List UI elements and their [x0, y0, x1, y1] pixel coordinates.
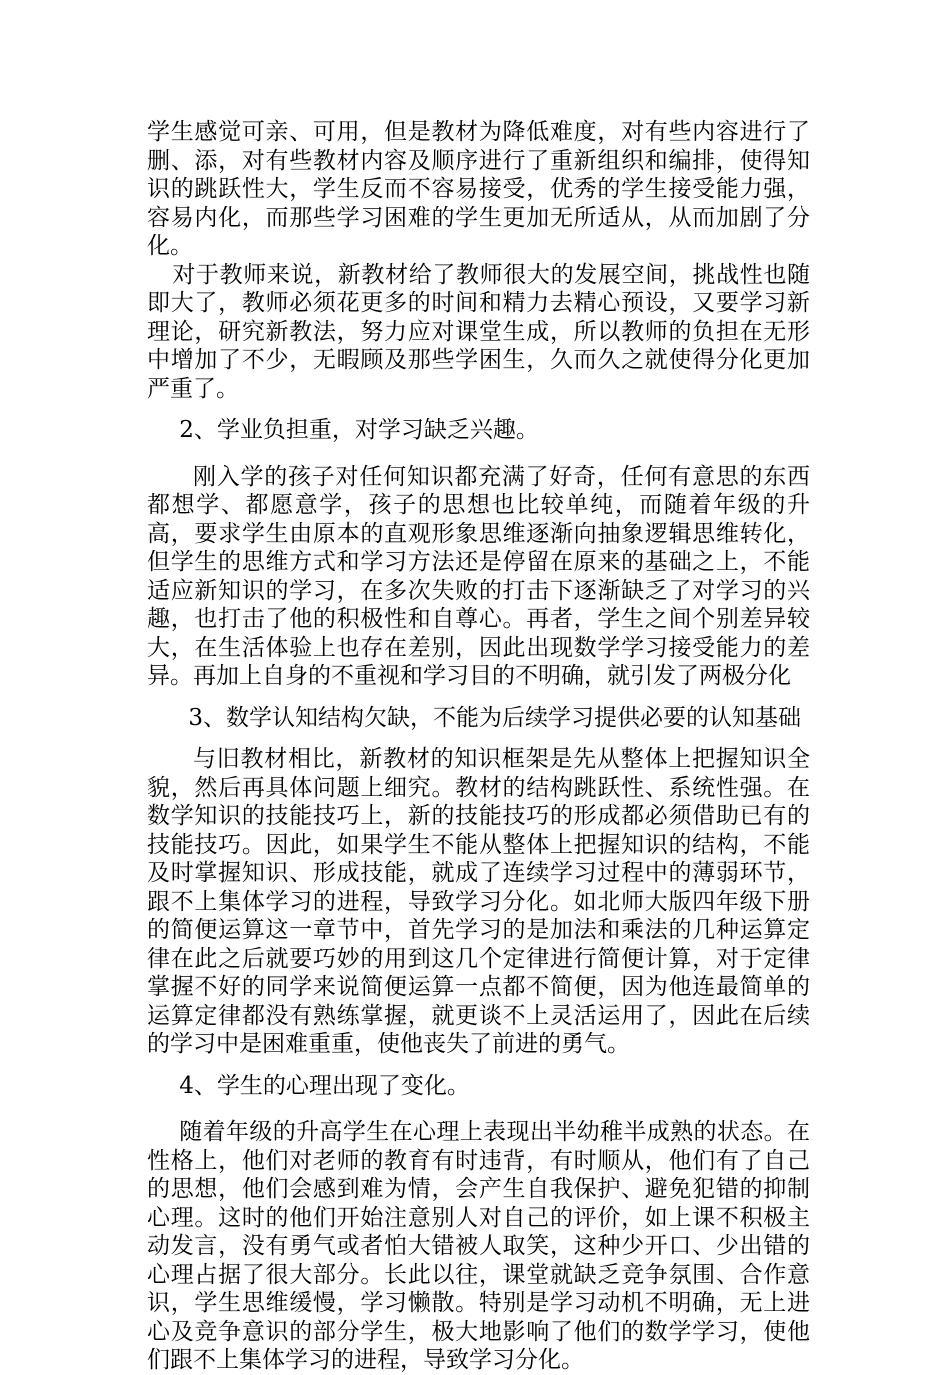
paragraph-4: 与旧教材相比，新教材的知识框架是先从整体上把握知识全貌，然后再具体问题上细究。教材的结构跳跃性、系统性强。在数学知识的技能技巧上，新的技能技巧的形成都必须借助已有的技能技巧。因此，如果学生不能从整体上把握知识的结构，不能及时掌握知识、形成技能，就成了连续学习过程中的薄弱环节，跟不上集体学习的进程，导致学习分化。如北师大版四年级下册的简便运算这一章节中，首先学习的是加法和乘法的几种运算定律在此之后就要巧妙的用到这几个定律进行简便计算，对于定律掌握不好的同学来说简便运算一点都不简便，因为他连最简单的运算定律都没有熟练掌握，就更谈不上灵活运用了，因此在后续的学习中是困难重重，使他丧失了前进的勇气。 [147, 746, 810, 1057]
document-page [147, 118, 810, 1375]
paragraph-1: 学生感觉可亲、可用，但是教材为降低难度，对有些内容进行了删、添，对有些教材内容及顺序进行了重新组织和编排，使得知识的跳跃性大，学生反而不容易接受，优秀的学生接受能力强，容易内化，而那些学习困难的学生更加无所适从，从而加剧了分化。 [147, 119, 810, 259]
section-heading-3: 3、数学认知结构欠缺，不能为后续学习提供必要的认知基础 [188, 704, 802, 731]
section-heading-2: 2、学业负担重，对学习缺乏兴趣。 [179, 417, 539, 443]
paragraph-2: 对于教师来说，新教材给了教师很大的发展空间，挑战性也随即大了，教师必须花更多的时间和精力去精心预设，又要学习新理论，研究新教法，努力应对课堂生成，所以教师的负担在无形中增加了不少，无暇顾及那些学困生，久而久之就使得分化更加严重了。 [147, 261, 810, 402]
section-heading-4: 4、学生的心理出现了变化。 [179, 1072, 470, 1099]
paragraph-3: 刚入学的孩子对任何知识都充满了好奇，任何有意思的东西都想学、都愿意学，孩子的思想也比较单纯，而随着年级的升高，要求学生由原本的直观形象思维逐渐向抽象逻辑思维转化，但学生的思维方式和学习方法还是停留在原来的基础之上，不能适应新知识的学习，在多次失败的打击下逐渐缺乏了对学习的兴趣，也打击了他的积极性和自尊心。再者，学生之间个别差异较大，在生活体验上也存在差别，因此出现数学学习接受能力的差异。再加上自身的不重视和学习目的不明确，就引发了两极分化 [147, 463, 810, 689]
paragraph-5: 随着年级的升高学生在心理上表现出半幼稚半成熟的状态。在性格上，他们对老师的教育有时违背，有时顺从，他们有了自己的思想，他们会感到难为情，会产生自我保护、避免犯错的抑制心理。这时的他们开始注意别人对自己的评价，如上课不积极主动发言，没有勇气或者怕大错被人取笑，这种少开口、少出错的心理占据了很大部分。长此以往，课堂就缺乏竞争氛围、合作意识，学生思维缓慢，学习懒散。特别是学习动机不明确，无上进心及竞争意识的部分学生，极大地影响了他们的数学学习，使他们跟不上集体学习的进程，导致学习分化。 [147, 1119, 810, 1373]
